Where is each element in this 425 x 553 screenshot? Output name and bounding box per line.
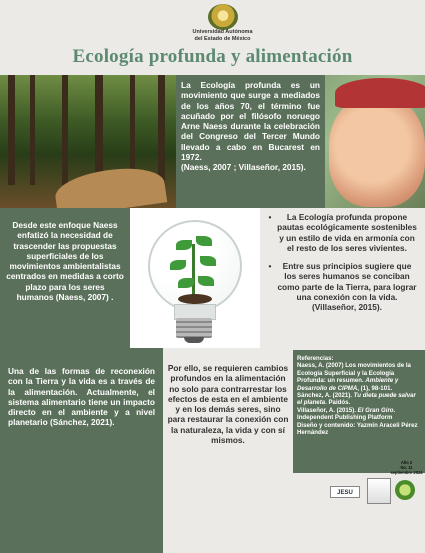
university-seal-logo [208,4,238,30]
intro-panel [176,75,325,208]
references-heading: Referencias: [297,355,334,362]
food-connection-panel [0,348,163,553]
issue-date: septiembre 2024 [390,470,423,475]
tree-trunk [62,75,68,185]
principles-list [262,210,422,348]
list-item [266,261,418,312]
reference-item: Naess, A. (2007) Los movimientos de la Ecología Superficial y la Ecología Profunda: un resumen. Ambiente y Desarrollo de CIPMA, (1), 98-101. [297,362,411,392]
university-line2: del Estado de México [194,35,251,42]
naess-approach-text: Desde este enfoque Naess enfatizó la necesidad de trascender las propuestas superficiales de los movimientos ambientalistas centrados en medidas a corto plazo para los seres humanos (Naess, 2007) . [6,220,124,303]
page-title: Ecología profunda y alimentación [72,46,353,67]
plant-leaf [176,240,192,250]
lightbulb-plant-illustration [130,208,260,348]
forest-photo [0,75,176,208]
plant-leaf [200,256,216,266]
bulb-glass [148,220,242,312]
tree-trunk [95,75,103,185]
plant-soil [178,294,212,304]
tree-trunk [158,75,165,185]
reference-item: Villaseñor, A. (2015). El Gran Giro. Independent Publishing Platform [297,406,396,422]
bullet-text: La Ecología profunda propone pautas ecológicamente sostenibles y un estilo de vida en armonía con el resto de los seres vivientes. [277,212,417,253]
jesu-logo: JESU [330,486,360,498]
tree-trunk [30,75,35,185]
issue-info [388,460,425,475]
issue-number: No. 11 [400,465,413,470]
bullet-icon: • [268,261,272,272]
reference-item: Sánchez, A. (2021). Tu dieta puede salvar el planeta. Paidós. [297,392,416,407]
university-line1: Universidad Autónoma [192,29,253,35]
portrait-hat [335,78,425,108]
food-connection-text: Una de las formas de reconexión con la Tierra y la vida es a través de la alimentación. Actualmente, el sistema alimentario tiene un impacto directo en el ambiente y a nivel planetario (Sánchez, 2021). [8,366,155,428]
university-name [175,29,270,42]
bulb-screw-base [176,318,212,338]
portrait-face [329,95,425,207]
plant-leaf [178,278,194,288]
change-needed-text: Por ello, se requieren cambios profundos en la alimentación no solo para contrarrestar los efectos de esta en el ambiente y en los demás seres, sino para restaurar la conexión con la naturaleza, la vida y con sí mismos. [167,363,289,446]
credits: Diseño y contenido: Yazmín Araceli Pérez Hernández [297,421,418,437]
bulb-tip [184,337,204,343]
naess-approach-panel [0,208,130,348]
bullet-icon: • [268,212,272,222]
forest-path [53,163,167,208]
bullet-text: Entre sus principios sugiere que los seres humanos se conciban como parte de la Tierra, para lograr una conexión con la vida. (Villaseñor, 2015). [277,261,417,313]
institution-logo [367,478,391,504]
ecology-logo [395,480,415,500]
list-item [266,212,418,253]
plant-leaf [170,260,186,270]
intro-citation: (Naess, 2007 ; Villaseñor, 2015). [181,162,306,173]
intro-text: La Ecología profunda es un movimiento que surge a mediados de los años 70, el término fue acuñado por el filósofo noruego Arne Naess durante la celebración del Congreso del Tercer Mundo llevado a cabo en Bucarest en 1972. [181,80,320,163]
plant-leaf [198,276,214,286]
arne-naess-portrait [325,75,425,208]
plant-leaf [196,236,212,246]
tree-trunk [8,75,15,185]
references-panel [293,350,425,473]
issue-year: Año 2 [400,460,413,465]
